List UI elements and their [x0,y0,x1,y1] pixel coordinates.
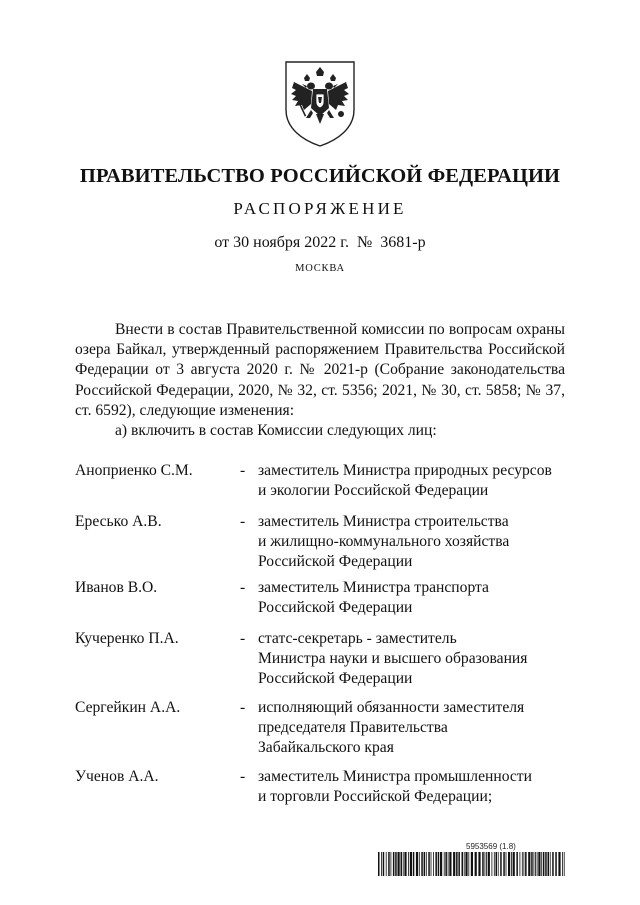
document-city: МОСКВА [295,263,345,274]
member-position-line: и торговли Российской Федерации; [258,788,493,806]
member-dash: - [240,462,246,479]
member-name: Сергейкин А.А. [75,699,181,716]
member-position-line: Российской Федерации [258,670,413,688]
member-dash: - [240,768,246,785]
member-position-line: Российской Федерации [258,553,413,571]
member-position-line: заместитель Министра строительства [258,513,509,530]
barcode-icon [378,852,568,876]
intro-paragraph: Внести в состав Правительственной комиссии по вопросам охраны озера Байкал, утвержденный распоряжением Правительства Российской Федерации от 3 августа 2020 г. № 2021-р (Собрание законодательства Российской Федерации, 2020, № 32, ст. 5356; 2021, № 30, ст. 5858; № 37, ст. 6592), следующие изменения: [75,321,565,419]
member-position [258,512,558,573]
member-position-line: заместитель Министра промышленности [258,768,532,785]
member-position [258,629,558,690]
member-name: Иванов В.О. [75,579,158,596]
member-position-line: заместитель Министра природных ресурсов [258,462,552,479]
member-position [258,767,558,807]
member-position [258,698,558,759]
member-dash: - [240,579,246,596]
barcode-number: 5953569 (1.8) [466,842,516,851]
member-dash: - [240,699,246,716]
member-dash: - [240,630,246,647]
member-position-line: председателя Правительства [258,719,448,737]
member-name: Аноприенко С.М. [75,462,193,479]
member-position-line: заместитель Министра транспорта [258,579,489,596]
document-body [75,320,565,441]
member-position-line: и экологии Российской Федерации [258,482,489,500]
coat-of-arms-icon [280,58,360,148]
member-name: Ересько А.В. [75,513,162,530]
member-position [258,578,558,618]
government-title: ПРАВИТЕЛЬСТВО РОССИЙСКОЙ ФЕДЕРАЦИИ [79,165,561,187]
member-position-line: исполняющий обязанности заместителя [258,699,525,716]
member-position-line: статс-секретарь - заместитель [258,630,457,647]
member-position-line: Забайкальского края [258,739,394,757]
member-position-line: Российской Федерации [258,599,413,617]
member-position-line: Министра науки и высшего образования [258,650,528,668]
member-name: Кучеренко П.А. [75,630,179,647]
member-position-line: и жилищно-коммунального хозяйства [258,533,510,551]
document-type: РАСПОРЯЖЕНИЕ [233,199,407,218]
member-name: Ученов А.А. [75,768,159,785]
item-a-paragraph: а) включить в состав Комиссии следующих лиц: [115,422,437,440]
member-position [258,461,558,501]
document-date-number: от 30 ноября 2022 г. № 3681-р [214,234,426,251]
member-dash: - [240,513,246,530]
